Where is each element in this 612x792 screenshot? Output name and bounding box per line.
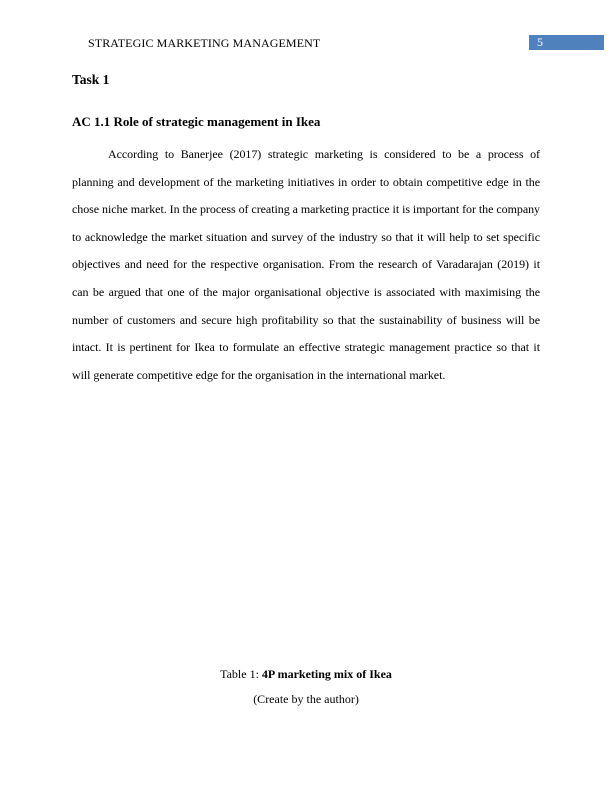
body-paragraph: According to Banerjee (2017) strategic marketing is considered to be a process of planning and development of the marketing initiatives in order to obtain competitive edge in the chose niche market. In the process of creating a marketing practice it is important for the company to acknowledge the market situation and survey of the industry so that it will help to set specific objectives and need for the respective organisation. From the research of Varadarajan (2019) it can be argued that one of the major organisational objective is associated with maximising the number of customers and secure high profitability so that the sustainability of business will be intact. It is pertinent for Ikea to formulate an effective strategic management practice so that it will generate competitive edge for the organisation in the international market. bbox=[72, 147, 540, 382]
table-source: (Create by the author) bbox=[253, 692, 359, 706]
task-heading: Task 1 bbox=[72, 72, 110, 87]
section-heading: AC 1.1 Role of strategic management in Ikea bbox=[72, 114, 321, 129]
table-caption-title: 4P marketing mix of Ikea bbox=[261, 667, 392, 681]
running-head: STRATEGIC MARKETING MANAGEMENT bbox=[88, 36, 321, 50]
table-caption-label: Table 1: bbox=[220, 667, 262, 681]
page-number: 5 bbox=[529, 35, 604, 50]
table-caption bbox=[0, 667, 612, 682]
